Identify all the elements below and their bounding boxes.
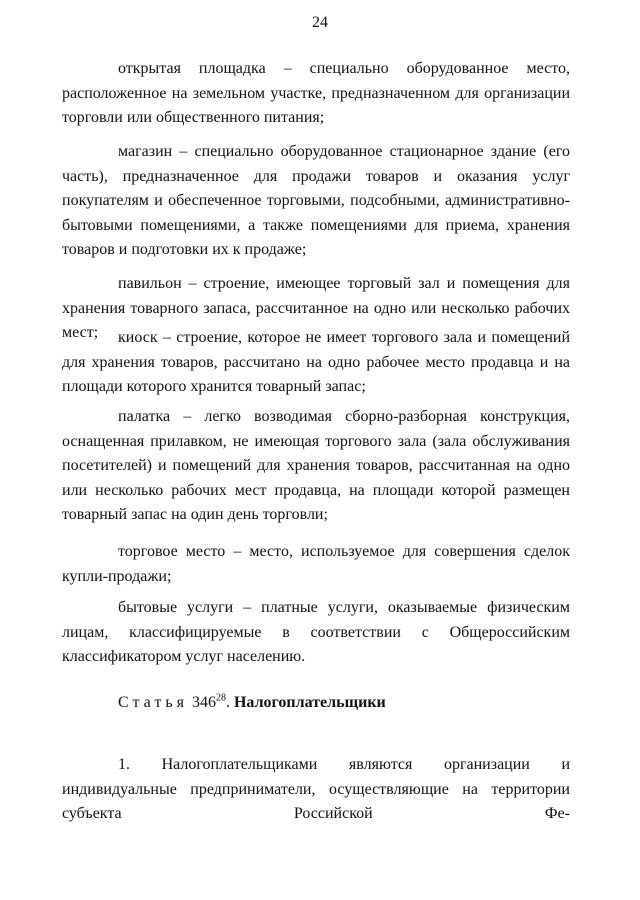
definition-tent: палатка – легко возводимая сборно-разборная конструкция, оснащенная прилавком, не имеющая торгового зала (зала обслуживания посетителей) и помещений для хранения товаров, рассчитанная на одно или несколько рабочих мест продавца, на площади которой размещен товарный запас на один день торговли; [62, 408, 570, 523]
definition-consumer-services: бытовые услуги – платные услуги, оказываемые физическим лицам, классифицируемые в соответствии с Общероссийским классификатором услуг населению. [62, 599, 570, 665]
definition-kiosk: киоск – строение, которое не имеет торгового зала и помещений для хранения товаров, рассчитано на одно рабочее место продавца и на площади которого хранится товарный запас; [62, 329, 570, 395]
definition-pavilion: павильон – строение, имеющее торговый зал и помещения для хранения товарного запаса, рассчитанное на одно или несколько рабочих мест; [62, 275, 570, 341]
definition-store: магазин – специально оборудованное стационарное здание (его часть), предназначенное для продажи товаров и оказания услуг покупателям и обеспеченное торговыми, подсобными, административно-бытовыми помещениями, а также помещениями для приема, хранения товаров и подготовки их к продаже; [62, 143, 570, 258]
article-heading [118, 694, 386, 712]
article-number: 346 [191, 694, 216, 711]
article-title: Налогоплательщики [233, 694, 386, 711]
definition-trading-place: торговое место – место, используемое для совершения сделок купли-продажи; [62, 543, 570, 585]
page-number: 24 [312, 14, 328, 31]
article-paragraph-1: 1. Налогоплательщиками являются организации и индивидуальные предприниматели, осуществляющие на территории субъекта Российской Фе- [62, 756, 570, 822]
article-word: Статья [118, 694, 188, 711]
article-separator: . [225, 694, 230, 711]
definition-open-area: открытая площадка – специально оборудованное место, расположенное на земельном участке, предназначенном для организации торговли или общественного питания; [62, 60, 570, 126]
article-superscript: 28 [215, 692, 226, 704]
